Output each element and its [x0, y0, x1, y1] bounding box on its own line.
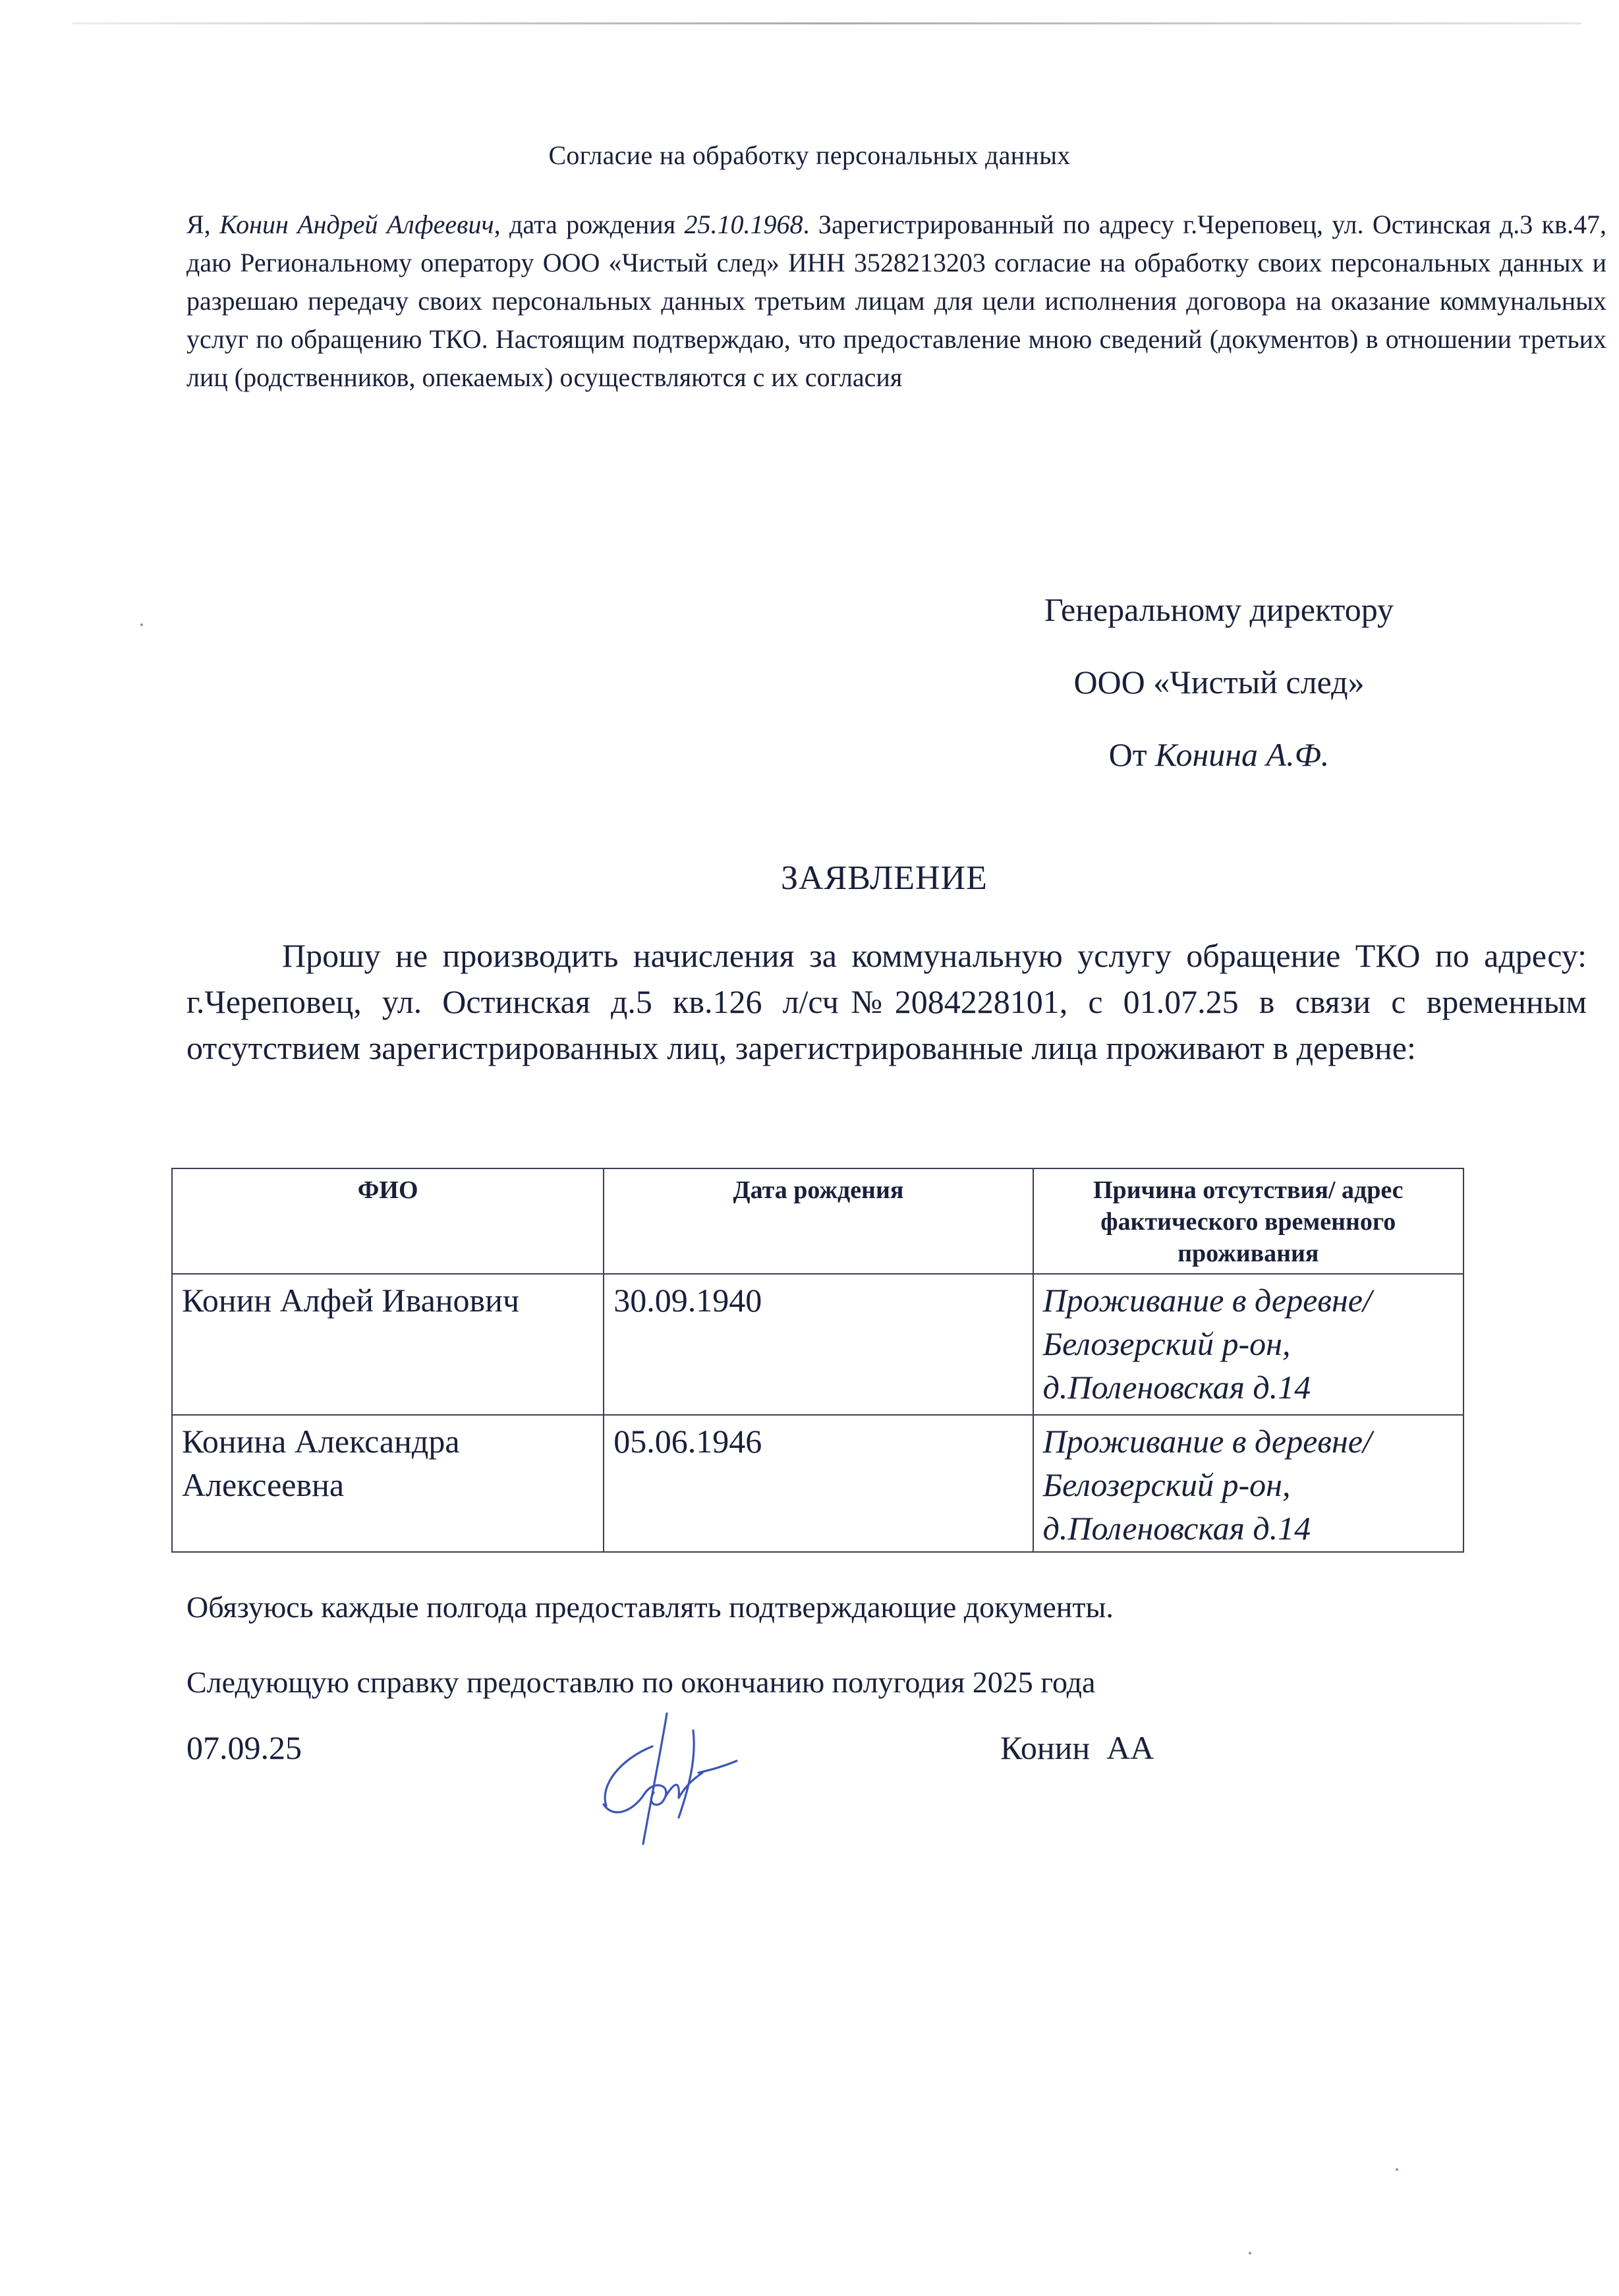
scan-speck: [140, 623, 143, 626]
reason-line: Проживание в деревне/: [1042, 1282, 1372, 1319]
consent-dob-label: , дата рождения: [494, 210, 685, 239]
consent-title: Согласие на обработку персональных данных: [548, 140, 1071, 170]
header-reason: Причина отсутствия/ адрес фактического временного проживания: [1033, 1168, 1463, 1274]
reason-line: Белозерский р-он,: [1042, 1325, 1291, 1362]
header-fio: ФИО: [172, 1168, 604, 1274]
table-header-row: [172, 1168, 1463, 1274]
reason-line: Белозерский р-он,: [1042, 1466, 1291, 1503]
consent-paragraph: [186, 206, 1606, 397]
cell-dob: 05.06.1946: [604, 1415, 1033, 1552]
applicant-full-name: Конин Андрей Алфеевич: [219, 210, 494, 239]
signer-name: Конин АА: [1000, 1729, 1154, 1766]
statement-paragraph: [186, 933, 1587, 1071]
cell-fio: Конин Алфей Иванович: [172, 1274, 604, 1415]
table-row: [172, 1415, 1463, 1552]
cell-reason: [1033, 1415, 1463, 1552]
fio-line: Конина Александра: [182, 1423, 460, 1460]
consent-intro: Я,: [186, 210, 220, 239]
reason-line: Проживание в деревне/: [1042, 1423, 1372, 1460]
obligation-line: Обязуюсь каждые полгода предоставлять подтверждающие документы.: [186, 1590, 1114, 1624]
scan-speck: [1396, 2168, 1398, 2171]
addressee-company: ООО «Чистый след»: [1073, 664, 1365, 701]
scan-top-edge: [72, 22, 1581, 24]
fio-line: Алексеевна: [182, 1466, 345, 1503]
cell-dob: 30.09.1940: [604, 1274, 1033, 1415]
next-certificate-line: Следующую справку предоставлю по окончанию полугодия 2025 года: [186, 1665, 1096, 1699]
header-dob: Дата рождения: [604, 1168, 1033, 1274]
reason-line: д.Поленовская д.14: [1042, 1510, 1311, 1547]
cell-fio: [172, 1415, 604, 1552]
cell-reason: [1033, 1274, 1463, 1415]
addressee-from: [988, 718, 1450, 791]
statement-text: Прошу не производить начисления за коммунальную услугу обращение ТКО по адресу: г.Череповец, ул. Остинская д.5 кв.126 л/сч№2084228101, с 01.07.25 в связи с временным отсутствием зарегистрированных лиц, зарегистрированные лица проживают в деревне:: [186, 937, 1587, 1066]
table-row: [172, 1274, 1463, 1415]
consent-rest: . Зарегистрированный по адресу г.Череповец, ул. Остинская д.3 кв.47, даю Региональному оператору ООО «Чистый след» ИНН 3528213203 согласие на обработку своих персональных данных и разрешаю передачу своих персональных данных третьим лицам для цели исполнения договора на оказание коммунальных услуг по обращению ТКО. Настоящим подтверждаю, что предоставление мною сведений (документов) в отношении третьих лиц (родственников, опекаемых) осуществляются с их согласия: [186, 210, 1607, 392]
from-name: Конина А.Ф.: [1155, 736, 1330, 773]
addressee-block: [988, 573, 1450, 791]
handwritten-signature: [580, 1707, 751, 1852]
applicant-dob: 25.10.1968: [684, 210, 803, 239]
signature-date: 07.09.25: [186, 1729, 302, 1766]
statement-title: ЗАЯВЛЕНИЕ: [781, 859, 988, 897]
registered-persons-table: [171, 1168, 1464, 1553]
scan-speck: [1249, 2252, 1251, 2254]
from-label: От: [1108, 736, 1156, 773]
reason-line: д.Поленовская д.14: [1042, 1369, 1311, 1406]
addressee-position: Генеральному директору: [1044, 591, 1394, 628]
